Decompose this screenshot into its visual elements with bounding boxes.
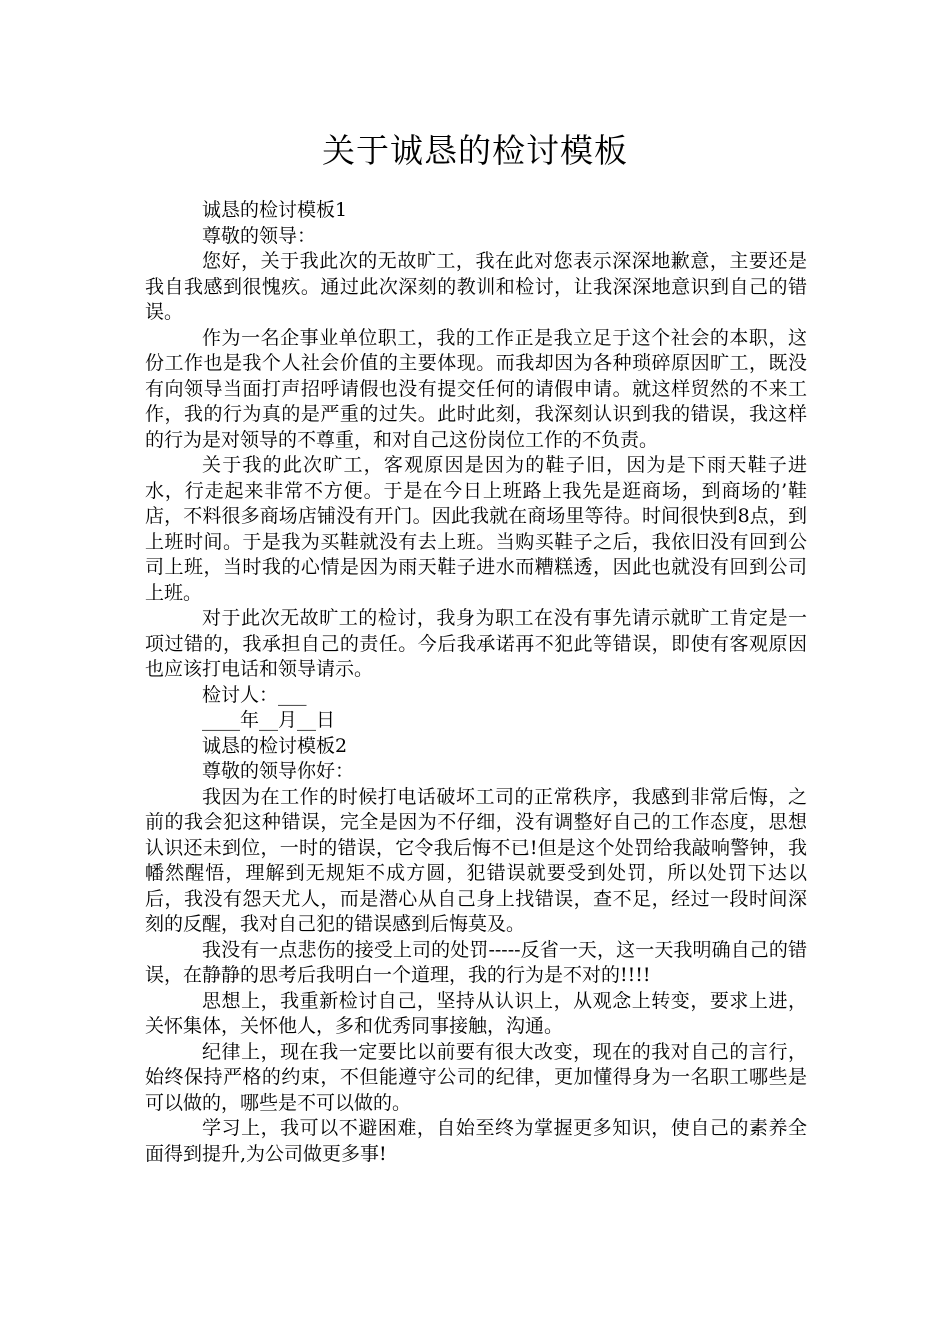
body-paragraph: 我因为在工作的时候打电话破坏工司的正常秩序，我感到非常后悔，之前的我会犯这种错误，完全是因为不仔细，没有调整好自己的工作态度，思想认识还未到位，一时的错误，它令我后悔不已!但是这个处罚给我敲响警钟，我幡然醒悟，理解到无规矩不成方圆，犯错误就要受到处罚，所以处罚下达以后，我没有怨天尤人，而是潜心从自己身上找错误，查不足，经过一段时间深刻的反醒，我对自己犯的错误感到后悔莫及。 (145, 785, 807, 935)
body-paragraph: 纪律上，现在我一定要比以前要有很大改变，现在的我对自己的言行，始终保持严格的约束，不但能遵守公司的纪律，更加懂得身为一名职工哪些是可以做的，哪些是不可以做的。 (145, 1040, 807, 1114)
signature-line: 检讨人：___ (202, 683, 307, 706)
document-title: 关于诚恳的检讨模板 (322, 131, 628, 170)
section-heading-1: 诚恳的检讨模板1 (202, 199, 348, 221)
body-paragraph: 我没有一点悲伤的接受上司的处罚-----反省一天，这一天我明确自己的错误，在静静的思考后我明白一个道理，我的行为是不对的!!!! (145, 938, 807, 986)
body-paragraph: 关于我的此次旷工，客观原因是因为的鞋子旧，因为是下雨天鞋子进水，行走起来非常不方便。于是在今日上班路上我先是逛商场，到商场的’鞋店，不料很多商场店铺没有开门。因此我就在商场里等待。时间很快到8点，到上班时间。于是我为买鞋就没有去上班。当购买鞋子之后，我依旧没有回到公司上班，当时我的心情是因为雨天鞋子进水而糟糕透，因此也就没有回到公司上班。 (145, 454, 807, 604)
body-paragraph: 思想上，我重新检讨自己，坚持从认识上，从观念上转变，要求上进，关怀集体，关怀他人，多和优秀同事接触，沟通。 (145, 989, 807, 1037)
salutation-2: 尊敬的领导你好： (202, 760, 355, 782)
document-body (145, 198, 807, 1167)
body-paragraph: 您好，关于我此次的无故旷工，我在此对您表示深深地歉意，主要还是我自我感到很愧疚。通过此次深刻的教训和检讨，让我深深地意识到自己的错误。 (145, 250, 807, 323)
date-line: ____年__月__日 (202, 709, 336, 731)
salutation-1: 尊敬的领导： (202, 224, 317, 247)
body-paragraph: 学习上，我可以不避困难，自始至终为掌握更多知识，使自己的素养全面得到提升,为公司做更多事! (145, 1117, 807, 1165)
body-paragraph: 作为一名企事业单位职工，我的工作正是我立足于这个社会的本职，这份工作也是我个人社会价值的主要体现。而我却因为各种琐碎原因旷工，既没有向领导当面打声招呼请假也没有提交任何的请假申请。就这样贸然的不来工作，我的行为真的是严重的过失。此时此刻，我深刻认识到我的错误，我这样的行为是对领导的不尊重，和对自己这份岗位工作的不负责。 (145, 326, 807, 451)
section-heading-2: 诚恳的检讨模板2 (202, 734, 348, 757)
body-paragraph: 对于此次无故旷工的检讨，我身为职工在没有事先请示就旷工肯定是一项过错的，我承担自己的责任。今后我承诺再不犯此等错误，即使有客观原因也应该打电话和领导请示。 (145, 607, 807, 680)
